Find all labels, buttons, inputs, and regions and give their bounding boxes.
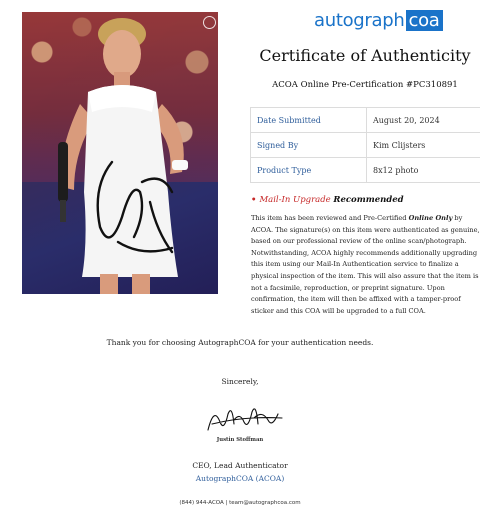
- contact-info: (844) 944-ACOA | team@autographcoa.com: [179, 500, 301, 506]
- certificate-number: ACOA Online Pre-Certification #PC310891: [272, 80, 458, 90]
- logo-text: autograph: [314, 10, 405, 31]
- detail-label: Signed By: [251, 133, 367, 158]
- notice-text: by ACOA. The signature(s) on this item were authenticated as genuine, based on our professional review of the online scan/photograph. Notwithstanding, ACOA highly recommends additionally upgrading this item using our: [251, 214, 480, 269]
- expand-icon[interactable]: [203, 16, 216, 29]
- logo-badge: coa: [406, 10, 443, 31]
- alert-bullet-icon: •: [251, 195, 257, 205]
- notice-text: service to finalize a physical inspection of the item. This will also assure that the item is not a facsimile, reproduction, or preprint signature. Upon confirmation, the item will then be affixed with a tamper-proof sticker and this COA will be upgraded to a full COA.: [251, 260, 479, 315]
- notice-paragraph: [251, 213, 480, 317]
- detail-label: Date Submitted: [251, 108, 367, 133]
- detail-value: 8x12 photo: [367, 158, 480, 183]
- mail-in-notice-heading: [251, 195, 404, 205]
- signer-name: Justin Stoffman: [216, 437, 264, 443]
- mail-in-authentication-link[interactable]: Mail-In Authentication: [316, 260, 392, 269]
- detail-value: Kim Clijsters: [367, 133, 480, 158]
- detail-value: August 20, 2024: [367, 108, 480, 133]
- detail-label: Product Type: [251, 158, 367, 183]
- details-table: [250, 107, 480, 183]
- thank-you-text: Thank you for choosing AutographCOA for your authentication needs.: [106, 338, 374, 347]
- notice-text: This item has been reviewed and Pre-Certified: [251, 214, 409, 222]
- online-only-emphasis: Online Only: [408, 214, 453, 222]
- table-row: [251, 133, 480, 158]
- mail-in-label: Mail-In Upgrade: [259, 195, 331, 205]
- table-row: [251, 158, 480, 183]
- signed-photo: [22, 12, 218, 294]
- certificate-title: Certificate of Authenticity: [259, 46, 471, 65]
- sincerely-text: Sincerely,: [221, 377, 259, 386]
- authenticator-signature: [204, 400, 286, 436]
- table-row: [251, 108, 480, 133]
- signer-role: CEO, Lead Authenticator: [192, 461, 288, 470]
- recommended-label: Recommended: [333, 195, 404, 205]
- company-link[interactable]: AutographCOA (ACOA): [195, 474, 285, 483]
- tennis-player-image: [22, 12, 218, 294]
- autographcoa-logo: [314, 10, 443, 31]
